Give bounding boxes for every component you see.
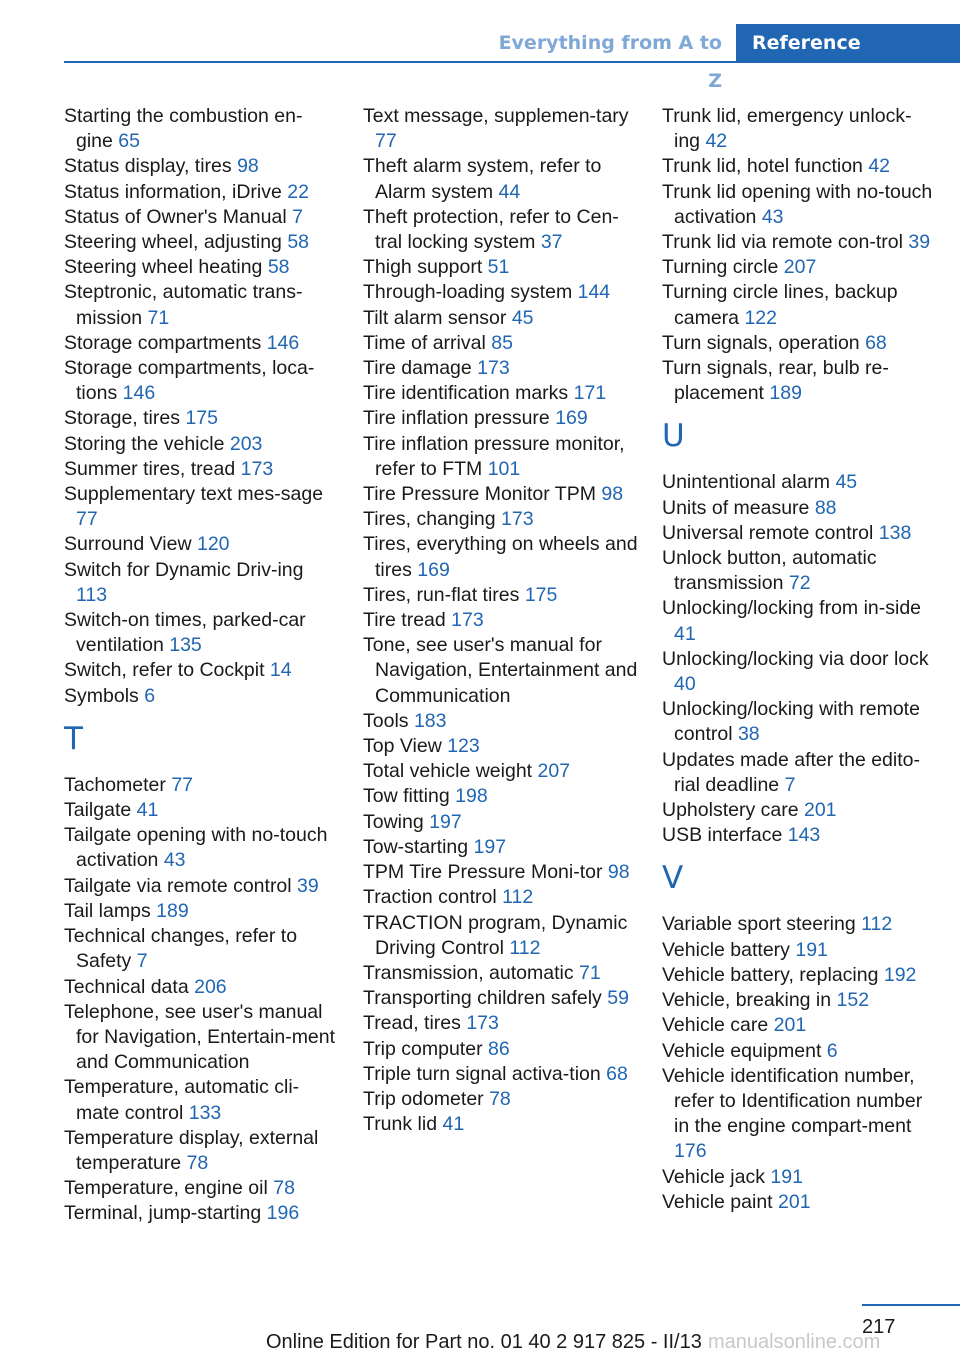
page-reference-link[interactable]: 68 [865,331,887,354]
index-entry-text: Tire inflation pressure [363,407,550,430]
index-entry [363,104,638,154]
index-entry [662,521,937,546]
index-entry-text: Vehicle equipment [662,1039,822,1062]
index-entry-text: Temperature, automatic cli‐mate control [64,1076,300,1124]
index-entry [64,975,339,1000]
index-entry [662,230,937,255]
index-entry-text: TRACTION program, Dynamic Driving Control [363,911,628,959]
index-entry [363,406,638,431]
index-entry [363,205,638,255]
index-entry [662,470,937,495]
page-reference-link[interactable]: 51 [487,256,510,279]
page-reference-link[interactable]: 146 [122,382,156,405]
page-reference-link[interactable]: 191 [795,938,828,961]
index-entry [363,306,638,331]
index-entry-text: Tire identification marks [363,382,569,405]
index-entry [64,331,339,356]
index-entry [363,255,638,280]
index-entry-text: TPM Tire Pressure Moni‐tor [363,861,603,884]
index-entry [64,798,339,823]
index-entry [64,1075,339,1125]
index-entry [662,1190,937,1215]
page-reference-link[interactable]: 173 [451,609,484,632]
watermark: manualsonline.com [708,1331,881,1353]
index-entry-text: Tachometer [64,773,166,796]
page-reference-link[interactable]: 146 [266,331,300,354]
index-entry [363,759,638,784]
index-entry [363,633,638,709]
index-entry-text: Trunk lid, emergency unlock‐ing [662,105,912,153]
page-reference-link[interactable]: 175 [185,407,218,430]
index-entry [363,381,638,406]
index-entry [662,496,937,521]
index-entry-text: Universal remote control [662,521,874,544]
index-entry-text: Terminal, jump-starting [64,1202,262,1225]
index-entry-text: Tools [363,709,409,732]
page-reference-link[interactable]: 14 [269,659,292,682]
index-entry [662,596,937,646]
page-reference-link[interactable]: 39 [297,874,319,897]
page-reference-link[interactable]: 71 [579,961,601,984]
index-entry [64,457,339,482]
index-entry-text: Status of Owner's Manual [64,205,287,228]
index-entry [363,280,638,305]
page-reference-link[interactable]: 43 [761,205,784,228]
index-entry [64,154,339,179]
index-entry-text: Turn signals, operation [662,331,860,354]
page-reference-link[interactable]: 39 [908,231,931,254]
index-entry-text: Total vehicle weight [363,760,533,783]
index-entry-text: Tailgate opening with no-touch activation [64,824,328,872]
page-reference-link[interactable]: 59 [607,987,629,1010]
page-reference-link[interactable]: 86 [487,1037,510,1060]
index-entry [64,924,339,974]
index-column-1 [64,104,339,1227]
page-reference-link[interactable]: 191 [770,1165,803,1188]
page-reference-link[interactable]: 42 [868,155,891,178]
index-entry [662,697,937,747]
index-entry [662,546,937,596]
page-reference-link[interactable]: 38 [737,723,760,746]
page-reference-link[interactable]: 206 [194,975,227,998]
index-entry-text: Tires, everything on wheels and tires [363,533,638,581]
index-entry-text: Switch for Dynamic Driv‐ing [64,558,304,581]
index-entry-text: Trunk lid, hotel function [662,155,863,178]
index-entry [64,1000,339,1076]
index-entry-text: Tires, changing [363,508,496,531]
index-entry-text: Trunk lid via remote con‐trol [662,231,903,254]
index-entry-text: Tire tread [363,609,446,632]
index-entry [363,532,638,582]
page-reference-link[interactable]: 45 [511,306,534,329]
page-reference-link[interactable]: 41 [136,799,159,822]
index-entry [363,1037,638,1062]
page-reference-link[interactable]: 43 [163,849,186,872]
index-entry [64,104,339,154]
index-entry [662,1064,937,1165]
page-reference-link[interactable]: 173 [477,357,510,380]
page-reference-link[interactable]: 169 [555,407,588,430]
index-entry-text: Supplementary text mes‐sage [64,483,324,506]
index-entry-text: Switch-on times, parked-car ventilation [64,609,306,657]
page-reference-link[interactable]: 175 [524,583,558,606]
index-entry [662,180,937,230]
page-reference-link[interactable]: 113 [76,583,108,606]
index-entry [64,773,339,798]
index-entry [363,734,638,759]
index-entry-text: Storage, tires [64,407,180,430]
index-entry [363,784,638,809]
page-reference-link[interactable]: 171 [573,382,607,405]
index-entry [363,911,638,961]
page-reference-link[interactable]: 189 [156,899,189,922]
index-entry-text: Storage compartments [64,331,262,354]
index-entry-text: Traction control [363,886,497,909]
index-entry-text: Steering wheel heating [64,256,263,279]
index-entry-text: Temperature display, external temperature [64,1126,319,1174]
page-reference-link[interactable]: 192 [883,963,917,986]
index-entry-text: Technical data [64,975,189,998]
page-reference-link[interactable]: 78 [489,1087,511,1110]
index-entry [363,482,638,507]
page-reference-link[interactable]: 133 [188,1101,222,1124]
index-entry-text: Unlocking/locking from in‐side [662,597,922,620]
index-entry [662,823,937,848]
index-entry-text: Vehicle identification number, refer to Identification number in the engine compart‐ment [662,1064,923,1138]
index-entry-text: Vehicle, breaking in [662,989,832,1012]
index-entry-text: Trunk lid [363,1113,438,1136]
page-reference-link[interactable]: 7 [136,950,148,973]
index-entry [363,1112,638,1137]
index-entry-text: Theft protection, refer to Cen‐tral locking system [363,205,619,254]
index-entry-text: Unintentional alarm [662,471,831,494]
page-reference-link[interactable]: 201 [773,1014,807,1037]
page-reference-link[interactable]: 77 [375,130,397,153]
index-entry-text: Unlock button, automatic transmission [662,547,877,595]
index-entry-text: Storing the vehicle [64,432,225,455]
index-entry [662,356,937,406]
index-entry-text: Unlocking/locking with remote control [662,698,920,746]
index-entry-text: Status display, tires [64,155,232,178]
page-reference-link[interactable]: 72 [788,572,811,595]
page-reference-link[interactable]: 98 [237,155,259,178]
page-reference-link[interactable]: 42 [705,130,728,153]
page-reference-link[interactable]: 120 [196,533,230,556]
page-reference-link[interactable]: 173 [466,1012,499,1035]
index-entry-text: Tilt alarm sensor [363,306,507,329]
index-entry [662,104,937,154]
index-entry-text: Trip computer [363,1037,483,1060]
page-reference-link[interactable]: 78 [186,1151,209,1174]
page-reference-link[interactable]: 207 [783,256,817,279]
page-reference-link[interactable]: 189 [769,382,802,405]
index-entry-text: Tailgate [64,799,132,822]
index-entry [64,406,339,431]
page-reference-link[interactable]: 169 [417,558,450,581]
page-reference-link[interactable]: 7 [292,205,303,228]
footer-divider [862,1304,960,1306]
index-entry-text: Tread, tires [363,1012,461,1035]
index-entry-text: Starting the combustion en‐gine [64,105,303,153]
index-entry [363,961,638,986]
index-entry [363,835,638,860]
index-entry-text: Tone, see user's manual for Navigation, Entertainment and Communication [363,634,638,707]
index-letter-heading: U [662,418,685,455]
index-entry-text: Turn signals, rear, bulb re‐placement [662,357,889,405]
index-entry [64,180,339,205]
page-reference-link[interactable]: 77 [171,773,194,796]
index-entry-text: Turning circle [662,256,779,279]
index-entry [64,532,339,557]
page-reference-link[interactable]: 41 [442,1113,465,1136]
index-entry [64,874,339,899]
index-entry-text: Steptronic, automatic trans‐mission [64,281,303,329]
page-reference-link[interactable]: 58 [267,256,290,279]
page-reference-link[interactable]: 112 [509,936,541,959]
page-reference-link[interactable]: 77 [76,508,98,531]
page-reference-link[interactable]: 44 [498,180,521,203]
index-entry [662,748,937,798]
page-reference-link[interactable]: 173 [501,508,534,531]
index-entry [363,1087,638,1112]
index-entry-text: Temperature, engine oil [64,1177,268,1200]
index-entry [363,1062,638,1087]
index-entry-text: Through-loading system [363,281,573,304]
index-entry [363,154,638,204]
index-entry [363,810,638,835]
index-entry-text: Storage compartments, loca‐tions [64,357,315,405]
index-entry-text: Technical changes, refer to Safety [64,925,298,973]
page-reference-link[interactable]: 41 [674,622,696,645]
index-entry [363,432,638,482]
index-entry [363,709,638,734]
index-entry [64,255,339,280]
index-entry [662,1039,937,1064]
index-entry [662,938,937,963]
page-reference-link[interactable]: 196 [266,1202,300,1225]
index-entry-text: Symbols [64,684,139,707]
index-entry-text: Updates made after the edito‐rial deadline [662,748,920,796]
page-reference-link[interactable]: 197 [429,810,462,833]
index-entry-text: Vehicle jack [662,1165,765,1188]
page-reference-link[interactable]: 112 [861,913,893,936]
header-divider [64,61,960,63]
index-entry [363,1011,638,1036]
index-entry-text: Triple turn signal activa‐tion [363,1062,601,1085]
page-reference-link[interactable]: 45 [835,471,858,494]
index-entry [64,608,339,658]
page-reference-link[interactable]: 6 [826,1039,838,1062]
index-entry-text: Tire damage [363,357,472,380]
index-entry [64,899,339,924]
index-entry [662,963,937,988]
index-entry-text: Status information, iDrive [64,180,282,203]
index-entry-text: Tow fitting [363,785,450,808]
index-entry [363,356,638,381]
index-entry-text: Transporting children safely [363,987,602,1010]
index-entry [363,885,638,910]
index-entry-text: Towing [363,810,424,833]
index-entry-text: Tailgate via remote control [64,874,292,897]
index-entry-text: Unlocking/locking via door lock [662,647,929,670]
index-entry [64,658,339,683]
index-entry-text: Upholstery care [662,799,799,822]
page-reference-link[interactable]: 112 [502,886,534,909]
page-reference-link[interactable]: 176 [674,1140,707,1163]
index-entry [363,331,638,356]
index-entry [64,684,339,709]
page-reference-link[interactable]: 122 [744,306,777,329]
page-reference-link[interactable]: 71 [147,306,170,329]
index-entry [363,507,638,532]
page-reference-link[interactable]: 40 [674,673,696,696]
index-entry [662,280,937,330]
edition-note: Online Edition for Part no. 01 40 2 917 825 - II/13 [266,1331,702,1353]
page-reference-link[interactable]: 152 [836,989,870,1012]
index-entry-text: Vehicle care [662,1014,769,1037]
index-entry [64,1126,339,1176]
index-entry-text: Thigh support [363,256,483,279]
page-reference-link[interactable]: 22 [287,180,309,203]
index-entry [64,432,339,457]
index-entry-text: Transmission, automatic [363,961,574,984]
index-entry-text: Switch, refer to Cockpit [64,659,265,682]
index-entry-text: Tail lamps [64,899,151,922]
index-entry-text: Steering wheel, adjusting [64,231,282,254]
page-reference-link[interactable]: 7 [784,773,796,796]
index-entry-text: Tire Pressure Monitor TPM [363,483,596,506]
index-entry [64,205,339,230]
index-entry [363,986,638,1011]
page-number: 217 [862,1316,896,1338]
index-entry [64,823,339,873]
page-reference-link[interactable]: 143 [787,824,821,847]
index-entry-text: Vehicle battery [662,938,790,961]
page-reference-link[interactable]: 98 [607,861,630,884]
index-entry [363,608,638,633]
index-entry-text: Tow-starting [363,835,469,858]
index-entry-text: Text message, supplemen‐tary [363,105,629,127]
index-entry-text: Theft alarm system, refer to Alarm system [363,155,602,203]
index-entry [64,356,339,406]
index-entry [64,482,339,532]
index-entry [662,331,937,356]
index-entry-text: Vehicle battery, replacing [662,963,879,986]
index-entry-text: Tire inflation pressure monitor, refer to FTM [363,432,625,480]
page-reference-link[interactable]: 65 [118,130,140,153]
index-entry [662,912,937,937]
index-entry-text: Turning circle lines, backup camera [662,281,898,329]
index-entry-text: Vehicle paint [662,1190,773,1213]
index-entry-text: Trunk lid opening with no-touch activation [662,180,933,228]
page-reference-link[interactable]: 88 [814,496,837,519]
page-reference-link[interactable]: 198 [455,785,488,808]
index-entry [64,280,339,330]
page-reference-link[interactable]: 183 [413,709,447,732]
index-entry [662,1013,937,1038]
page-reference-link[interactable]: 68 [606,1062,628,1085]
index-entry [662,647,937,697]
page-reference-link[interactable]: 138 [878,521,912,544]
page-reference-link[interactable]: 135 [169,634,202,657]
page-reference-link[interactable]: 85 [491,331,513,354]
index-letter-heading: T [64,720,83,757]
index-entry-text: Surround View [64,533,192,556]
page-reference-link[interactable]: 197 [473,835,507,858]
index-entry-text: Units of measure [662,496,810,519]
page-reference-link[interactable]: 201 [778,1190,811,1213]
page-reference-link[interactable]: 37 [540,231,563,254]
page-reference-link[interactable]: 201 [803,799,837,822]
header-chapter-tab: Reference [736,24,960,62]
index-entry [662,1165,937,1190]
index-entry [662,255,937,280]
index-entry [64,1176,339,1201]
index-entry-text: Time of arrival [363,331,486,354]
index-column-3 [662,104,937,1215]
index-entry-text: USB interface [662,824,783,847]
index-entry-text: Trip odometer [363,1087,484,1110]
index-entry-text: Variable sport steering [662,913,856,936]
index-entry-text: Telephone, see user's manual for Navigation, Entertain‐ment and Communication [64,1000,336,1074]
index-entry [662,798,937,823]
page-reference-link[interactable]: 78 [273,1177,295,1200]
index-entry [662,154,937,179]
header-section-title: Everything from A to Z [498,32,722,92]
index-letter-heading: V [662,860,684,897]
page-reference-link[interactable]: 203 [229,432,263,455]
index-entry [64,1201,339,1226]
page-reference-link[interactable]: 207 [537,760,571,783]
index-entry-text: Top View [363,735,442,758]
index-column-2 [363,104,638,1137]
index-entry [662,988,937,1013]
index-entry-text: Tires, run-flat tires [363,583,520,606]
page-reference-link[interactable]: 98 [601,483,624,506]
page-reference-link[interactable]: 101 [487,457,521,480]
index-entry [363,583,638,608]
index-entry [64,558,339,608]
index-entry [363,860,638,885]
page-reference-link[interactable]: 6 [144,684,156,707]
page-reference-link[interactable]: 123 [447,735,480,758]
index-entry [64,230,339,255]
page-reference-link[interactable]: 58 [287,231,310,254]
page-reference-link[interactable]: 173 [240,457,274,480]
page-reference-link[interactable]: 144 [577,281,611,304]
index-entry-text: Summer tires, tread [64,457,236,480]
